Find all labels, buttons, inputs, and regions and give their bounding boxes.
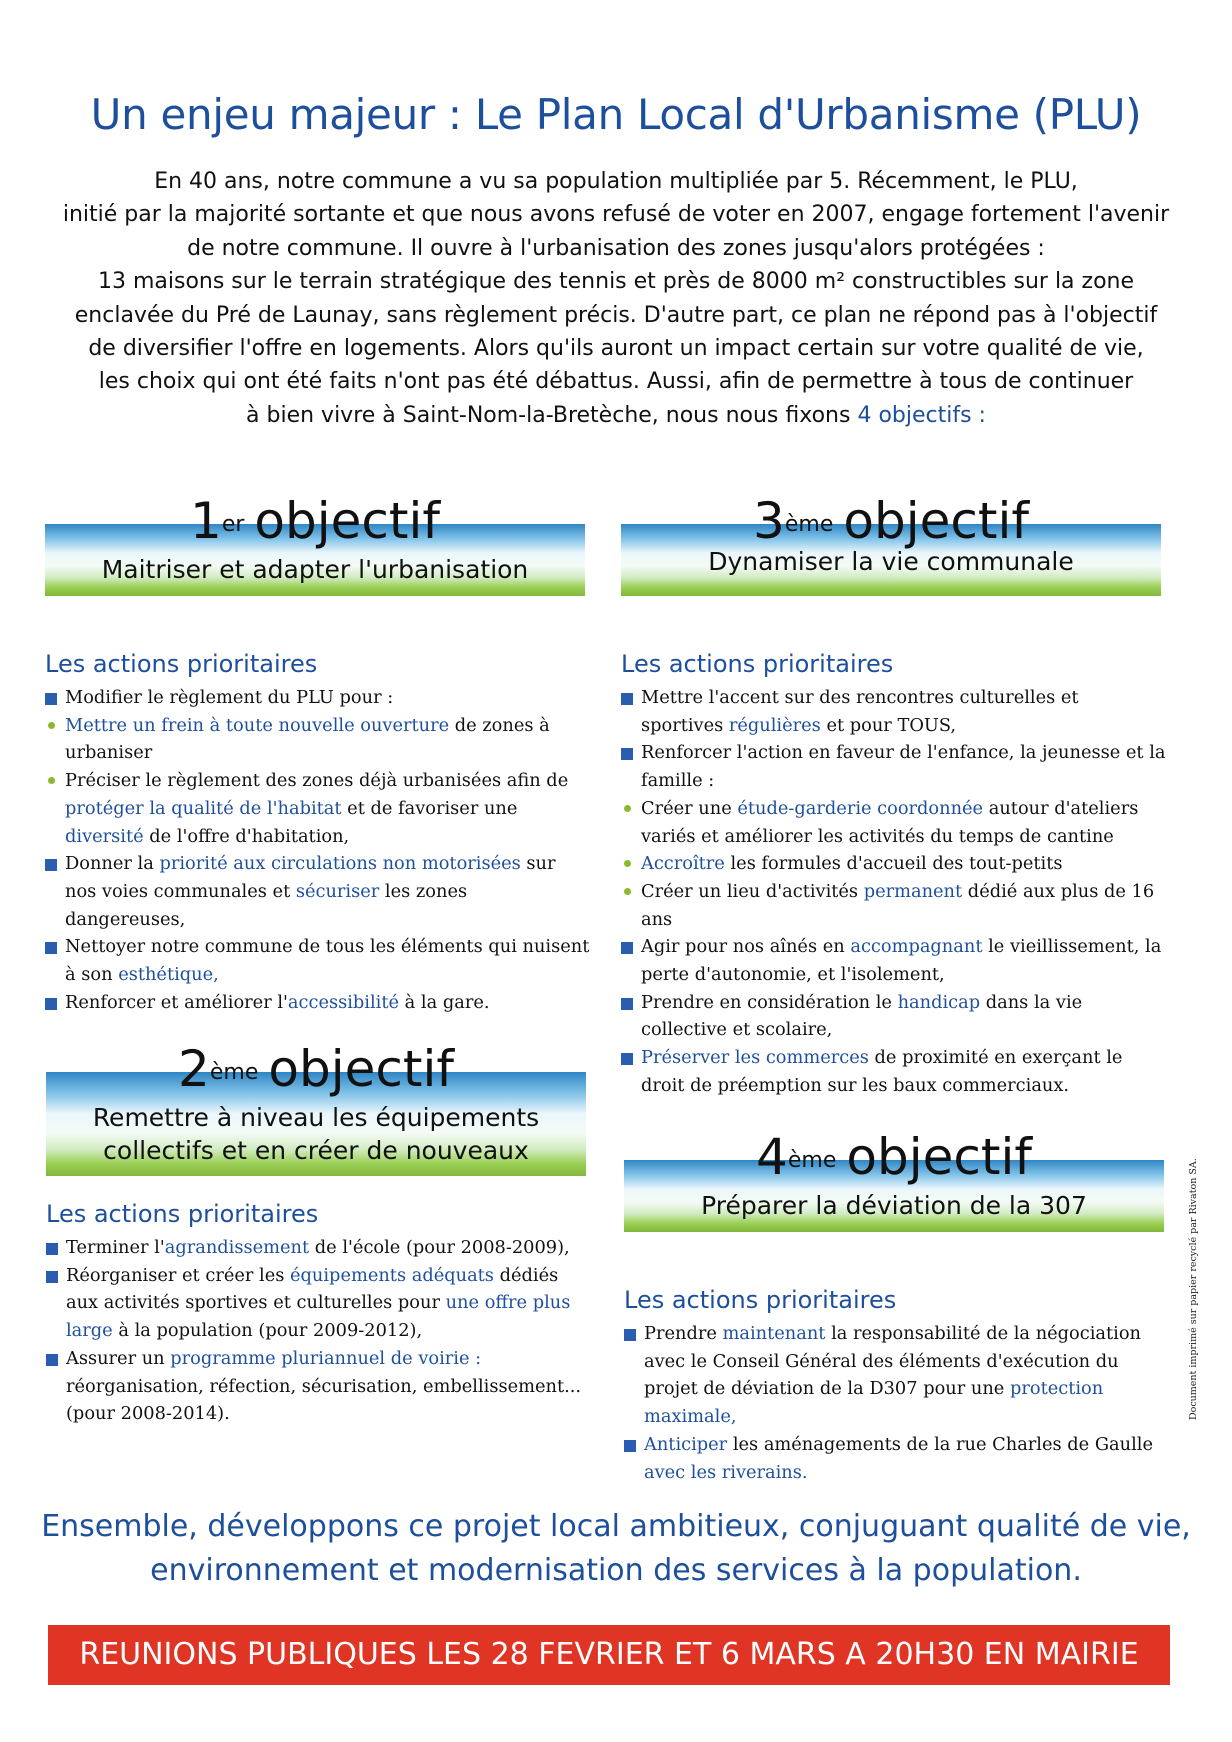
action-item — [45, 767, 590, 850]
action-highlight: Préserver les commerces — [641, 1047, 869, 1069]
action-text: réorganisation, réfection, sécurisation, embellissement... (pour 2008-2014). — [66, 1375, 582, 1425]
objective-3-actions-heading: Les actions prioritaires — [621, 650, 894, 678]
action-highlight: équipements adéquats — [290, 1264, 494, 1286]
print-credit-note: Document imprimé sur papier recyclé par Rivaton SA. — [1188, 1158, 1199, 1420]
public-meetings-banner: REUNIONS PUBLIQUES LES 28 FEVRIER ET 6 MARS A 20H30 EN MAIRIE — [48, 1625, 1170, 1685]
objective-1-actions — [45, 650, 590, 1016]
action-highlight: maintenant — [722, 1323, 826, 1344]
intro-paragraph — [60, 165, 1172, 432]
action-text: dédié aux plus de 16 ans — [641, 880, 1155, 930]
objective-2-subtitle-line: collectifs et en créer de nouveaux — [103, 1136, 529, 1165]
action-highlight: régulières — [728, 714, 821, 736]
action-text: autour d'ateliers variés et améliorer les activités du temps de cantine — [641, 797, 1139, 847]
closing-line: environnement et modernisation des services à la population. — [150, 1553, 1082, 1588]
action-highlight: programme pluriannuel de voirie : — [170, 1347, 482, 1369]
action-text: de l'offre d'habitation, — [143, 825, 350, 847]
action-text: dédiés aux activités sportives et culturelles pour — [66, 1264, 559, 1314]
action-text: de l'école (pour 2008-2009), — [309, 1237, 570, 1258]
action-highlight: handicap — [897, 991, 981, 1013]
action-text: à la gare. — [399, 991, 490, 1013]
objective-3-list — [621, 684, 1166, 1100]
action-text: Modifier le règlement du PLU pour : — [65, 687, 394, 708]
action-highlight: accompagnant — [850, 936, 983, 958]
action-highlight: permanent — [863, 880, 963, 902]
intro-line-last — [60, 399, 1172, 432]
action-text: Agir pour nos aînés en — [641, 936, 851, 958]
action-highlight: étude-garderie coordonnée — [737, 797, 984, 819]
objective-1-list — [45, 684, 590, 1016]
closing-line: Ensemble, développons ce projet local ambitieux, conjuguant qualité de vie, — [41, 1509, 1191, 1544]
action-text: Créer un lieu d'activités — [641, 880, 864, 902]
action-item — [621, 684, 1166, 739]
action-highlight: protéger la qualité de l'habitat — [65, 797, 342, 819]
action-item — [45, 684, 590, 712]
page-title: Un enjeu majeur : Le Plan Local d'Urbanisme (PLU) — [90, 90, 1142, 139]
objective-4-subtitle: Préparer la déviation de la 307 — [701, 1191, 1087, 1220]
action-highlight: Accroître — [641, 853, 725, 875]
objective-4-number: 4ème objectif — [756, 1128, 1032, 1186]
action-text: à la population (pour 2009-2012), — [112, 1320, 423, 1342]
action-item — [624, 1431, 1169, 1486]
action-item — [621, 933, 1166, 988]
action-highlight: Anticiper — [644, 1433, 728, 1455]
objective-3-subtitle: Dynamiser la vie communale — [708, 547, 1074, 576]
action-text: les aménagements de la rue Charles de Gaulle — [727, 1433, 1154, 1455]
action-text: Créer une — [641, 797, 738, 819]
action-text: de zones à urbaniser — [65, 714, 550, 764]
action-text: les formules d'accueil des tout-petits — [724, 853, 1063, 875]
action-item — [621, 739, 1166, 794]
action-highlight: diversité — [65, 825, 144, 847]
action-text: et pour TOUS, — [820, 714, 957, 736]
action-text: Renforcer et améliorer l' — [65, 991, 288, 1013]
action-highlight: priorité aux circulations non motorisées — [159, 853, 521, 875]
action-text: dans la vie collective et scolaire, — [641, 991, 1083, 1041]
action-text: Prendre — [644, 1323, 723, 1344]
intro-line: enclavée du Pré de Launay, sans règlement précis. D'autre part, ce plan ne répond pas à l'objectif — [74, 302, 1158, 328]
closing-statement — [0, 1505, 1232, 1593]
action-text: le vieillissement, la perte d'autonomie, et l'isolement, — [641, 936, 1162, 986]
action-item — [621, 1044, 1166, 1099]
action-item — [621, 878, 1166, 933]
action-highlight: une offre plus large — [66, 1292, 571, 1342]
intro-line: les choix qui ont été faits n'ont pas été débattus. Aussi, afin de permettre à tous de continuer — [98, 369, 1134, 395]
action-item — [45, 989, 590, 1017]
objective-2-subtitle-line: Remettre à niveau les équipements — [92, 1103, 540, 1132]
action-text: et de favoriser une — [341, 797, 518, 819]
objective-1-actions-heading: Les actions prioritaires — [45, 650, 318, 678]
action-item — [621, 989, 1166, 1044]
action-highlight: avec les riverains. — [644, 1461, 808, 1483]
action-item — [45, 933, 590, 988]
objective-3-number: 3ème objectif — [753, 492, 1029, 550]
objective-1-number: 1er objectif — [190, 492, 440, 550]
intro-line: initié par la majorité sortante et que nous avons refusé de voter en 2007, engage fortement l'avenir — [62, 202, 1170, 228]
intro-objectives-highlight: 4 objectifs : — [857, 402, 986, 428]
action-item — [624, 1320, 1169, 1431]
action-highlight: esthétique, — [118, 964, 219, 986]
action-item — [45, 850, 590, 933]
objective-4-list — [624, 1320, 1169, 1486]
action-highlight: accessibilité — [287, 991, 400, 1013]
action-item — [621, 850, 1166, 878]
action-item — [46, 1234, 591, 1262]
action-highlight: sécuriser — [295, 880, 380, 902]
action-item — [46, 1345, 591, 1428]
action-text: Assurer un — [66, 1347, 171, 1369]
action-highlight: protection maximale, — [644, 1378, 1104, 1428]
action-item — [621, 795, 1166, 850]
intro-line: de notre commune. Il ouvre à l'urbanisation des zones jusqu'alors protégées : — [187, 235, 1045, 261]
action-text: les zones dangereuses, — [65, 880, 468, 930]
objective-4-actions-heading: Les actions prioritaires — [624, 1286, 897, 1314]
action-text: Prendre en considération le — [641, 991, 898, 1013]
objective-3-actions — [621, 650, 1166, 1100]
action-text: Préciser le règlement des zones déjà urbanisées afin de — [65, 770, 569, 792]
objective-2-actions — [46, 1200, 591, 1428]
objective-2-actions-heading: Les actions prioritaires — [46, 1200, 319, 1228]
objective-1-subtitle: Maitriser et adapter l'urbanisation — [101, 555, 529, 584]
intro-line: En 40 ans, notre commune a vu sa population multipliée par 5. Récemment, le PLU, — [154, 169, 1078, 194]
intro-last-text: à bien vivre à Saint-Nom-la-Bretèche, nous nous fixons — [246, 402, 858, 428]
action-highlight: agrandissement — [164, 1237, 310, 1258]
action-text: Réorganiser et créer les — [66, 1264, 291, 1286]
action-text: Nettoyer notre commune de tous les éléments qui nuisent à son — [65, 936, 590, 986]
action-highlight: Mettre un frein à toute nouvelle ouverture — [65, 714, 450, 736]
objective-2-number: 2ème objectif — [178, 1040, 454, 1098]
intro-line: 13 maisons sur le terrain stratégique des tennis et près de 8000 m² constructibles sur la zone — [97, 269, 1135, 295]
action-text: Renforcer l'action en faveur de l'enfance, la jeunesse et la famille : — [641, 742, 1166, 792]
objective-4-actions — [624, 1286, 1169, 1486]
action-text: la responsabilité de la négociation avec le Conseil Général des éléments d'exécution du projet de déviation de la D307 pour une — [644, 1323, 1141, 1400]
action-text: Terminer l' — [66, 1237, 165, 1258]
objective-2-list — [46, 1234, 591, 1428]
action-item — [46, 1262, 591, 1345]
action-item — [45, 712, 590, 767]
intro-line: de diversifier l'offre en logements. Alors qu'ils auront un impact certain sur votre qualité de vie, — [88, 336, 1144, 362]
action-text: sur nos voies communales et — [65, 853, 556, 902]
action-text: de proximité en exerçant le droit de préemption sur les baux commerciaux. — [641, 1047, 1123, 1096]
action-text: Donner la — [65, 853, 160, 875]
action-text: Mettre l'accent sur des rencontres culturelles et sportives — [641, 687, 1079, 736]
